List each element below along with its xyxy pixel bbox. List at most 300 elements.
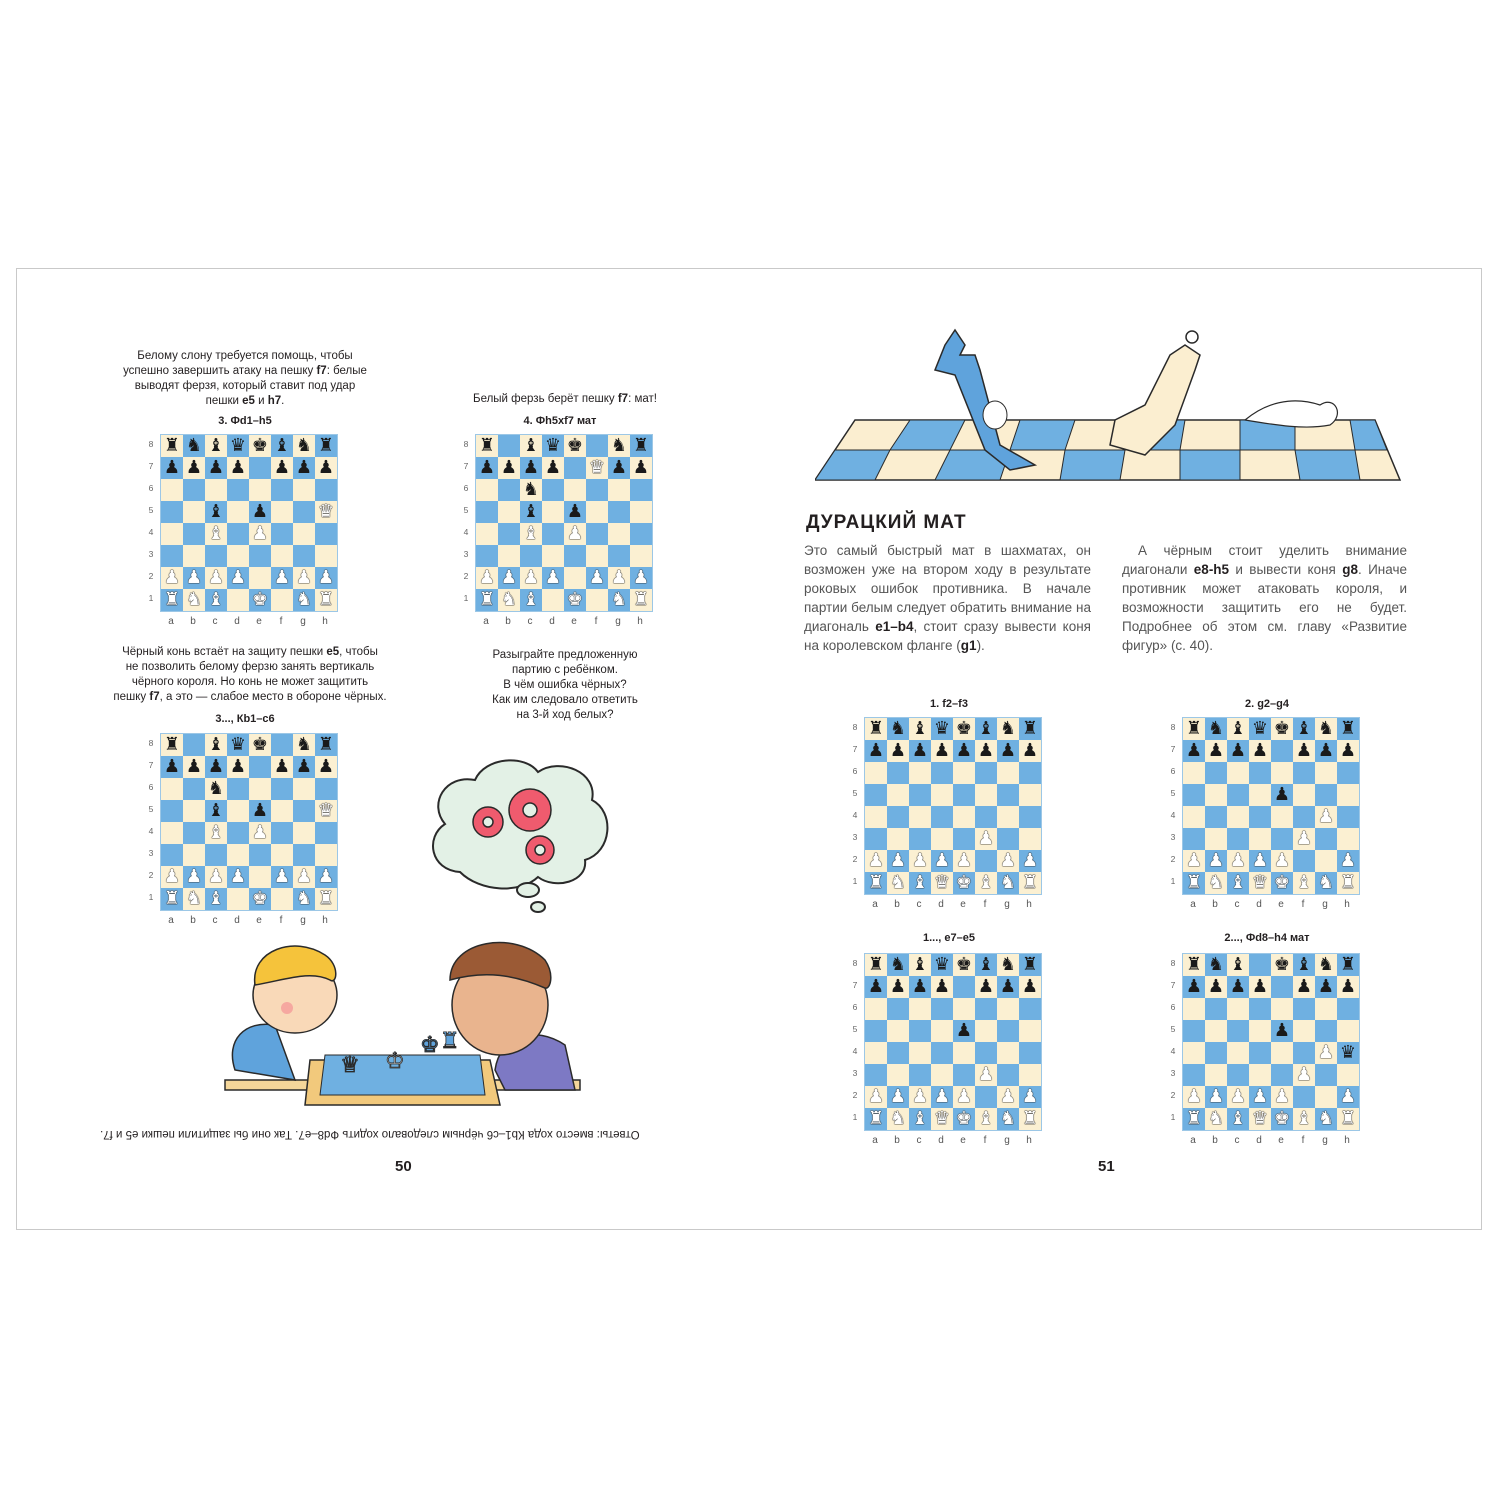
black-pawn-icon: ♟ — [478, 457, 496, 478]
rank-label: 7 — [463, 461, 469, 471]
board-square — [1205, 1042, 1227, 1064]
file-label: g — [1004, 899, 1010, 910]
white-queen-icon: ♛ — [317, 800, 335, 821]
board-square — [249, 545, 271, 567]
rank-label: 5 — [463, 505, 469, 515]
black-pawn-icon: ♟ — [999, 976, 1017, 997]
board-square — [865, 828, 887, 850]
board-square — [227, 567, 249, 589]
caption-line: партию с ребёнком. — [512, 664, 618, 676]
board-square — [205, 545, 227, 567]
board-square — [564, 567, 586, 589]
caption-bold: f7 — [149, 691, 160, 703]
black-pawn-icon: ♟ — [911, 976, 929, 997]
board-square — [205, 523, 227, 545]
board-square — [1271, 954, 1293, 976]
file-label: g — [1322, 1135, 1328, 1146]
white-rook-icon: ♜ — [163, 888, 181, 909]
board-square — [183, 589, 205, 611]
file-label: b — [505, 616, 511, 627]
white-bishop-icon: ♝ — [911, 872, 929, 893]
board-square — [931, 784, 953, 806]
caption-line: Чёрный конь встаёт на защиту пешки — [122, 646, 327, 658]
black-pawn-icon: ♟ — [1251, 976, 1269, 997]
rank-label: 1 — [148, 892, 154, 902]
caption-line: пешку — [113, 691, 150, 703]
board-square — [909, 784, 931, 806]
board-square — [1227, 872, 1249, 894]
white-knight-icon: ♞ — [295, 888, 313, 909]
board-square — [183, 457, 205, 479]
board-square — [1205, 998, 1227, 1020]
black-pawn-icon: ♟ — [1021, 740, 1039, 761]
white-knight-icon: ♞ — [295, 589, 313, 610]
board-grid — [864, 717, 1042, 895]
white-queen-icon: ♛ — [933, 872, 951, 893]
black-pawn-icon: ♟ — [163, 756, 181, 777]
board-square — [476, 545, 498, 567]
black-queen-icon: ♛ — [229, 435, 247, 456]
white-knight-icon: ♞ — [500, 589, 518, 610]
board-square — [205, 844, 227, 866]
file-label: h — [1026, 899, 1032, 910]
black-knight-icon: ♞ — [1317, 718, 1335, 739]
black-rook-icon: ♜ — [867, 718, 885, 739]
answer-upside-down: Ответы: вместо хода Кb1–c6 чёрным следовало ходить Фd8–e7. Так они бы защитили пешки e5 и f7. — [100, 1128, 640, 1140]
board-grid — [1182, 717, 1360, 895]
board-square — [249, 523, 271, 545]
board-square — [315, 589, 337, 611]
board-square — [608, 501, 630, 523]
board-square — [542, 545, 564, 567]
board-square — [865, 806, 887, 828]
black-pawn-icon: ♟ — [889, 976, 907, 997]
board-square — [205, 479, 227, 501]
board-square — [1315, 806, 1337, 828]
white-pawn-icon: ♟ — [911, 850, 929, 871]
board-square — [1205, 740, 1227, 762]
board-square — [953, 718, 975, 740]
board-square — [586, 589, 608, 611]
white-pawn-icon: ♟ — [207, 866, 225, 887]
board-square — [975, 1064, 997, 1086]
black-pawn-icon: ♟ — [632, 457, 650, 478]
board-square — [975, 998, 997, 1020]
board-square — [315, 567, 337, 589]
board-square — [205, 866, 227, 888]
white-queen-icon: ♛ — [317, 501, 335, 522]
rank-label: 7 — [1170, 744, 1176, 754]
black-bishop-icon: ♝ — [273, 435, 291, 456]
black-knight-icon: ♞ — [889, 954, 907, 975]
board-square — [865, 784, 887, 806]
black-pawn-icon: ♟ — [1295, 740, 1313, 761]
board-square — [887, 784, 909, 806]
white-pawn-icon: ♟ — [889, 1086, 907, 1107]
board-square — [205, 589, 227, 611]
black-bishop-icon: ♝ — [207, 800, 225, 821]
board-square — [1019, 762, 1041, 784]
board-square — [975, 1042, 997, 1064]
rank-label: 5 — [1170, 788, 1176, 798]
board-square — [293, 778, 315, 800]
black-pawn-icon: ♟ — [185, 756, 203, 777]
board-square — [1227, 1064, 1249, 1086]
board-square — [997, 850, 1019, 872]
body-text-column-2 — [1122, 541, 1407, 655]
board-square — [887, 850, 909, 872]
body-bold: g1 — [960, 638, 977, 653]
board-grid — [864, 953, 1042, 1131]
white-king-icon: ♚ — [251, 888, 269, 909]
board-square — [205, 756, 227, 778]
board-square — [865, 762, 887, 784]
white-pawn-icon: ♟ — [1021, 1086, 1039, 1107]
board-square — [161, 888, 183, 910]
board-square — [271, 778, 293, 800]
black-bishop-icon: ♝ — [1295, 718, 1313, 739]
board-square — [161, 756, 183, 778]
board-square — [608, 479, 630, 501]
board-square — [953, 1042, 975, 1064]
rank-label: 4 — [463, 527, 469, 537]
board-square — [953, 1086, 975, 1108]
file-label: a — [872, 1135, 878, 1146]
black-knight-icon: ♞ — [1317, 954, 1335, 975]
file-label: a — [1190, 1135, 1196, 1146]
board-square — [315, 523, 337, 545]
board-square — [227, 589, 249, 611]
file-label: a — [872, 899, 878, 910]
board-square — [997, 806, 1019, 828]
rank-label: 7 — [148, 760, 154, 770]
board-square — [315, 457, 337, 479]
black-pawn-icon: ♟ — [1021, 976, 1039, 997]
board-square — [498, 567, 520, 589]
rank-label: 6 — [1170, 766, 1176, 776]
board-square — [630, 479, 652, 501]
rank-label: 4 — [1170, 1046, 1176, 1056]
file-label: d — [234, 915, 240, 926]
board-square — [249, 756, 271, 778]
board-square — [183, 866, 205, 888]
rank-label: 4 — [852, 1046, 858, 1056]
white-rook-icon: ♜ — [317, 589, 335, 610]
board-square — [1227, 850, 1249, 872]
file-label: a — [168, 616, 174, 627]
board-square — [1183, 740, 1205, 762]
board-square — [1019, 1020, 1041, 1042]
board-square — [1205, 872, 1227, 894]
black-pawn-icon: ♟ — [273, 756, 291, 777]
board-square — [1315, 976, 1337, 998]
board-square — [887, 954, 909, 976]
board-square — [1205, 762, 1227, 784]
file-label: e — [256, 616, 262, 627]
board-square — [161, 734, 183, 756]
board-square — [227, 545, 249, 567]
white-bishop-icon: ♝ — [1229, 1108, 1247, 1129]
white-pawn-icon: ♟ — [1339, 850, 1357, 871]
black-pawn-icon: ♟ — [522, 457, 540, 478]
board-square — [293, 523, 315, 545]
board-square — [1337, 762, 1359, 784]
file-label: e — [960, 1135, 966, 1146]
board-square — [909, 850, 931, 872]
board-square — [564, 589, 586, 611]
board-square — [183, 778, 205, 800]
board-square — [909, 872, 931, 894]
board-square — [997, 954, 1019, 976]
board-square — [183, 756, 205, 778]
white-pawn-icon: ♟ — [1317, 1042, 1335, 1063]
board-square — [1337, 872, 1359, 894]
board-square — [1019, 806, 1041, 828]
board-square — [520, 457, 542, 479]
board-square — [1183, 1108, 1205, 1130]
board-square — [1293, 806, 1315, 828]
board-square — [909, 1086, 931, 1108]
black-bishop-icon: ♝ — [522, 501, 540, 522]
board-square — [520, 435, 542, 457]
board-square — [227, 844, 249, 866]
white-pawn-icon: ♟ — [1295, 828, 1313, 849]
rank-label: 3 — [852, 1068, 858, 1078]
board-square — [1337, 850, 1359, 872]
board-square — [1315, 998, 1337, 1020]
board-square — [909, 762, 931, 784]
rank-label: 3 — [852, 832, 858, 842]
board-square — [161, 800, 183, 822]
board-square — [865, 850, 887, 872]
black-pawn-icon: ♟ — [1273, 784, 1291, 805]
board-square — [1271, 718, 1293, 740]
board-square — [1293, 954, 1315, 976]
rank-label: 3 — [148, 848, 154, 858]
board-square — [564, 435, 586, 457]
black-pawn-icon: ♟ — [1251, 740, 1269, 761]
rank-label: 3 — [1170, 1068, 1176, 1078]
board-square — [293, 734, 315, 756]
body-bold: g8 — [1342, 562, 1358, 577]
board-square — [315, 844, 337, 866]
board-square — [227, 734, 249, 756]
board-square — [1271, 872, 1293, 894]
board-square — [909, 828, 931, 850]
board-square — [909, 976, 931, 998]
file-label: e — [256, 915, 262, 926]
thought-cloud-icon — [420, 752, 620, 917]
board-square — [161, 435, 183, 457]
board-square — [1315, 828, 1337, 850]
file-labels — [160, 915, 336, 926]
board-square — [1293, 718, 1315, 740]
board-square — [1249, 784, 1271, 806]
board-square — [1293, 998, 1315, 1020]
white-knight-icon: ♞ — [1317, 1108, 1335, 1129]
board-square — [630, 523, 652, 545]
black-pawn-icon: ♟ — [610, 457, 628, 478]
board-square — [520, 545, 542, 567]
board-square — [161, 844, 183, 866]
board-square — [1183, 954, 1205, 976]
white-king-icon: ♚ — [1273, 872, 1291, 893]
black-knight-icon: ♞ — [522, 479, 540, 500]
board-square — [1205, 1064, 1227, 1086]
black-pawn-icon: ♟ — [1339, 740, 1357, 761]
board-square — [953, 806, 975, 828]
board-square — [1315, 718, 1337, 740]
white-pawn-icon: ♟ — [889, 850, 907, 871]
file-label: e — [1278, 1135, 1284, 1146]
board-square — [476, 523, 498, 545]
board-square — [1271, 740, 1293, 762]
black-pawn-icon: ♟ — [1317, 976, 1335, 997]
white-pawn-icon: ♟ — [295, 866, 313, 887]
board-square — [1183, 872, 1205, 894]
black-knight-icon: ♞ — [610, 435, 628, 456]
board-square — [227, 435, 249, 457]
board-square — [909, 806, 931, 828]
file-label: h — [322, 616, 328, 627]
board-square — [227, 866, 249, 888]
board-square — [183, 800, 205, 822]
board-square — [161, 866, 183, 888]
file-label: c — [916, 899, 922, 910]
board-square — [997, 872, 1019, 894]
board-square — [1183, 1020, 1205, 1042]
board-square — [608, 523, 630, 545]
caption-black-knight-defends — [95, 645, 405, 705]
white-pawn-icon: ♟ — [610, 567, 628, 588]
board-square — [293, 567, 315, 589]
board-square — [1293, 1020, 1315, 1042]
black-rook-icon: ♜ — [1185, 954, 1203, 975]
rank-label: 3 — [1170, 832, 1176, 842]
board-square — [630, 567, 652, 589]
white-king-icon: ♚ — [566, 589, 584, 610]
white-pawn-icon: ♟ — [955, 850, 973, 871]
board-title: 3..., Кb1–c6 — [215, 713, 275, 725]
black-pawn-icon: ♟ — [544, 457, 562, 478]
board-square — [931, 1086, 953, 1108]
board-square — [1293, 1042, 1315, 1064]
rank-label: 4 — [852, 810, 858, 820]
white-pawn-icon: ♟ — [500, 567, 518, 588]
board-square — [476, 479, 498, 501]
board-square — [271, 734, 293, 756]
file-label: c — [1234, 1135, 1240, 1146]
black-pawn-icon: ♟ — [1229, 740, 1247, 761]
file-labels — [160, 616, 336, 627]
white-bishop-icon: ♝ — [1295, 1108, 1313, 1129]
board-square — [909, 740, 931, 762]
board-square — [865, 1042, 887, 1064]
board-square — [1183, 1042, 1205, 1064]
black-bishop-icon: ♝ — [1295, 954, 1313, 975]
board-square — [1271, 762, 1293, 784]
black-queen-icon: ♛ — [1339, 1042, 1357, 1063]
board-square — [476, 435, 498, 457]
board-square — [1315, 762, 1337, 784]
board-square — [1249, 976, 1271, 998]
white-pawn-icon: ♟ — [544, 567, 562, 588]
caption-line: : белые — [326, 365, 367, 377]
board-square — [1271, 806, 1293, 828]
white-pawn-icon: ♟ — [295, 567, 313, 588]
board-square — [1019, 954, 1041, 976]
white-pawn-icon: ♟ — [632, 567, 650, 588]
board-square — [293, 866, 315, 888]
board-square — [1019, 872, 1041, 894]
board-title: 2..., Фd8–h4 мат — [1224, 932, 1310, 944]
board-square — [931, 1042, 953, 1064]
board-square — [542, 435, 564, 457]
board-square — [909, 1042, 931, 1064]
black-bishop-icon: ♝ — [207, 501, 225, 522]
board-square — [161, 778, 183, 800]
board-square — [997, 1064, 1019, 1086]
board-title: 4. Фh5xf7 мат — [523, 415, 597, 427]
white-rook-icon: ♜ — [1339, 1108, 1357, 1129]
board-square — [865, 998, 887, 1020]
black-pawn-icon: ♟ — [955, 740, 973, 761]
gear-icon — [526, 836, 554, 864]
white-rook-icon: ♜ — [1021, 872, 1039, 893]
gear-icon — [509, 789, 551, 831]
board-square — [161, 523, 183, 545]
board-square — [1019, 718, 1041, 740]
board-square — [1227, 1020, 1249, 1042]
board-square — [997, 1108, 1019, 1130]
board-square — [315, 822, 337, 844]
board-square — [249, 866, 271, 888]
board-square — [1183, 718, 1205, 740]
white-pawn-icon: ♟ — [588, 567, 606, 588]
board-square — [1183, 998, 1205, 1020]
rank-label: 8 — [1170, 958, 1176, 968]
board-square — [315, 545, 337, 567]
file-label: g — [1322, 899, 1328, 910]
board-square — [542, 523, 564, 545]
black-knight-icon: ♞ — [185, 435, 203, 456]
board-square — [227, 523, 249, 545]
black-knight-icon: ♞ — [1207, 718, 1225, 739]
board-square — [227, 778, 249, 800]
file-label: f — [1301, 1135, 1305, 1146]
black-pawn-icon: ♟ — [977, 976, 995, 997]
board-square — [1249, 954, 1271, 976]
board-square — [249, 734, 271, 756]
board-square — [293, 457, 315, 479]
caption-bold: f7 — [316, 365, 327, 377]
black-pawn-icon: ♟ — [999, 740, 1017, 761]
page-number-right: 51 — [1098, 1158, 1115, 1175]
board-square — [931, 1108, 953, 1130]
rank-label: 6 — [148, 782, 154, 792]
board-square — [1183, 828, 1205, 850]
board-square — [865, 1108, 887, 1130]
board-square — [1183, 806, 1205, 828]
caption-line: , чтобы — [339, 646, 378, 658]
board-square — [887, 1108, 909, 1130]
white-knight-icon: ♞ — [889, 1108, 907, 1129]
white-bishop-icon: ♝ — [977, 872, 995, 893]
black-king-icon: ♚ — [1273, 954, 1291, 975]
rank-label: 2 — [1170, 1090, 1176, 1100]
board-square — [1205, 1108, 1227, 1130]
rank-label: 6 — [852, 766, 858, 776]
